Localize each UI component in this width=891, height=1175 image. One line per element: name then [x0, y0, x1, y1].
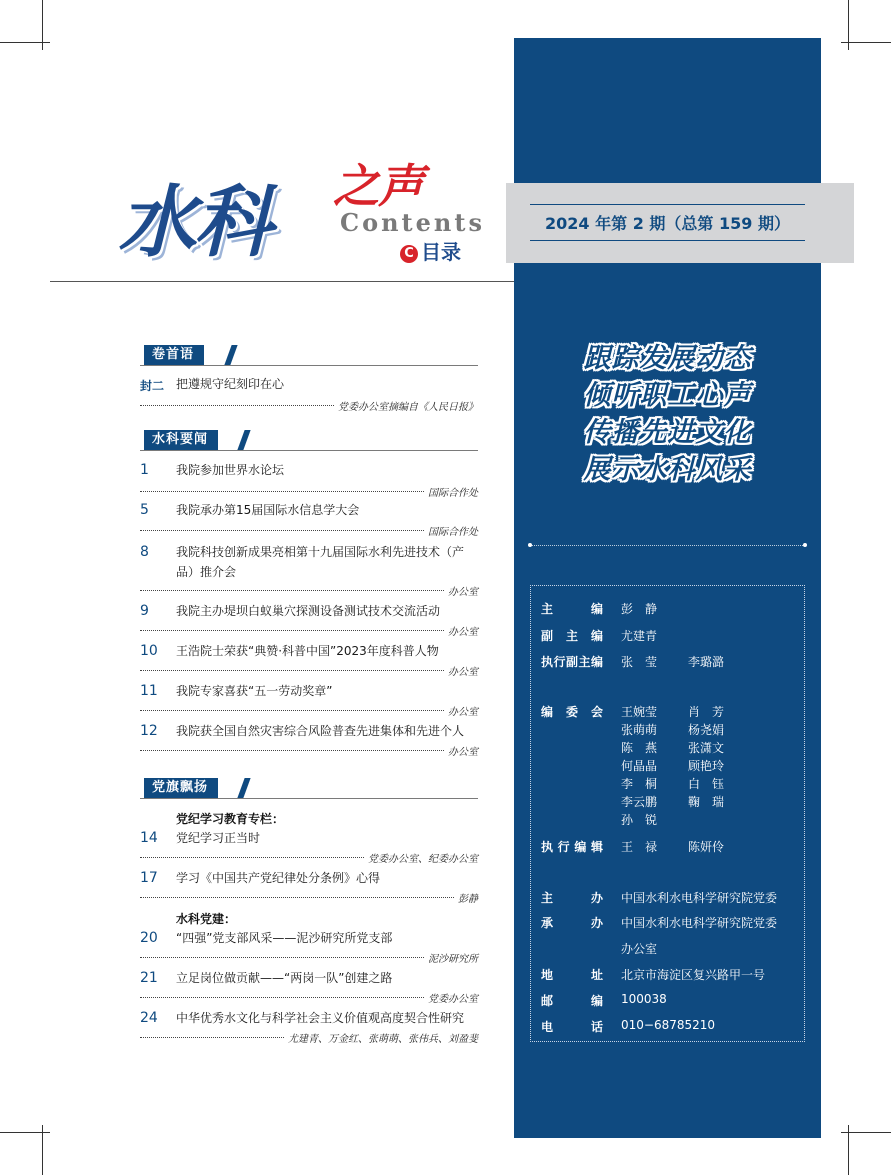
masthead-logo: [118, 150, 488, 270]
logo-main-text: 水科: [118, 178, 271, 268]
toc-entry-page: 5: [140, 502, 149, 518]
toc-entry-leader: [140, 627, 478, 638]
section-slash-icon: [224, 345, 237, 365]
toc-entry-source: 党委办公室、纪委办公室: [364, 850, 478, 865]
section-header: [140, 778, 478, 799]
toc-entry-title[interactable]: 我院主办堤坝白蚁巢穴探测设备测试技术交流活动: [176, 604, 441, 618]
toc-entry-leader: [140, 587, 478, 598]
toc-entry-source: 办公室: [444, 623, 478, 638]
toc-entry-source: 办公室: [444, 703, 478, 718]
toc-entry-leader: [140, 402, 478, 413]
slogans: [514, 340, 821, 488]
toc-entry-leader: [140, 488, 478, 499]
header-divider: [50, 281, 514, 282]
toc-entry-title[interactable]: 立足岗位做贡献——“两岗一队”创建之路: [176, 971, 393, 985]
section-title: 水科要闻: [144, 430, 218, 450]
toc-entry-leader: [140, 854, 478, 865]
toc-entry-title[interactable]: 王浩院士荣获“典赞·科普中国”2023年度科普人物: [176, 644, 439, 658]
toc-entry-leader: [140, 894, 478, 905]
toc-entry-source: 国际合作处: [424, 484, 478, 499]
issue-number: 2024 年第 2 期（总第 159 期）: [530, 204, 805, 241]
toc-entry-source: 办公室: [444, 583, 478, 598]
toc-entry-page: 20: [140, 930, 158, 946]
toc-entry-page: 17: [140, 870, 158, 886]
logo-mulu: [400, 236, 461, 265]
section-title: 卷首语: [144, 345, 204, 365]
toc-entry-page: 8: [140, 544, 149, 560]
editorial-masthead: 主 编 彭 静 副主编 尤建青 执行副主编 张 莹 李璐潞 编委会 王婉莹 肖 芳 张萌萌 杨尧娟 陈 燕 张潇文 何晶晶 顾艳玲 李 桐 白 钰 李云鹏 鞠 瑞 孙 锐 执行编辑 王 禄 陈妍伶 主 办 中国水利水电科学研究院党委 承 办 中国水利水电科学研究院党委 办公室 地 址 北京市海淀区复兴路甲一号 邮 编 100038 电 话 010−68785210: [530, 585, 805, 1042]
toc-entry-leader: [140, 1034, 478, 1045]
logo-accent-text: 之声: [333, 159, 423, 213]
slogan: 展示水科风采: [583, 454, 752, 485]
toc-entry-page: 10: [140, 643, 158, 659]
toc-entry-leader: [140, 707, 478, 718]
slogan: 倾听职工心声: [583, 380, 752, 411]
toc-entry-title[interactable]: 我院科技创新成果亮相第十九届国际水利先进技术（产品）推介会: [176, 545, 465, 579]
toc-entry-page: 12: [140, 723, 158, 739]
toc-entry-title[interactable]: 我院获全国自然灾害综合风险普查先进集体和先进个人: [176, 724, 465, 738]
toc-entry-source: 泥沙研究所: [424, 950, 478, 965]
slogan: 跟踪发展动态: [583, 343, 752, 374]
toc-entry-source: 彭静: [454, 890, 478, 905]
section-title: 党旗飘扬: [144, 778, 218, 798]
toc-entry-page: 24: [140, 1010, 158, 1026]
section-header: [140, 430, 478, 451]
cover-label: 封二: [140, 379, 165, 393]
toc-entry-leader: [140, 994, 478, 1005]
slogan-divider: [530, 545, 805, 546]
toc-entry-source: 办公室: [444, 663, 478, 678]
toc-entry-page: 21: [140, 970, 158, 986]
toc-entry-source: 国际合作处: [424, 523, 478, 538]
slogan: 传播先进文化: [583, 417, 752, 448]
toc-entry-leader: [140, 667, 478, 678]
section-slash-icon: [237, 430, 250, 450]
toc-entry-title[interactable]: 中华优秀水文化与科学社会主义价值观高度契合性研究: [176, 1011, 465, 1025]
toc-entry-title[interactable]: 把遵规守纪刻印在心: [176, 377, 285, 391]
toc-entry-page: 9: [140, 603, 149, 619]
logo-contents-text: Contents: [340, 208, 485, 237]
subsection-title: 水科党建：: [176, 912, 237, 926]
section-header: [140, 345, 478, 366]
toc-entry-title[interactable]: 我院参加世界水论坛: [176, 463, 285, 477]
logo-mulu-text: 目录: [421, 240, 461, 264]
toc-entry-page: 14: [140, 830, 158, 846]
crop-mark: [841, 1132, 891, 1133]
toc-entry-title[interactable]: 我院承办第15届国际水信息学大会: [176, 503, 360, 517]
toc-entry-title[interactable]: 我院专家喜获“五一劳动奖章”: [176, 684, 333, 698]
toc-entry-source: 党委办公室: [424, 990, 478, 1005]
toc-entry-source: 办公室: [444, 743, 478, 758]
crop-mark: [0, 1132, 50, 1133]
toc-entry-page: 11: [140, 683, 158, 699]
toc-entry-source: 党委办公室摘编自《人民日报》: [334, 398, 478, 413]
subsection-title: 党纪学习教育专栏：: [176, 812, 285, 826]
section-slash-icon: [237, 778, 250, 798]
toc-entry-title[interactable]: “四强”党支部风采——泥沙研究所党支部: [176, 931, 393, 945]
toc-entry-page: 1: [140, 462, 149, 478]
toc-entry-source: 尤建青、万金红、张萌萌、张伟兵、刘盈斐: [284, 1030, 478, 1045]
toc-entry-leader: [140, 747, 478, 758]
toc-entry-leader: [140, 954, 478, 965]
crop-mark: [841, 42, 891, 43]
toc-entry-leader: [140, 527, 478, 538]
toc-entry-title[interactable]: 党纪学习正当时: [176, 831, 261, 845]
crop-mark: [0, 42, 50, 43]
toc-entry-title[interactable]: 学习《中国共产党纪律处分条例》心得: [176, 871, 381, 885]
c-circle-icon: C: [400, 245, 418, 263]
